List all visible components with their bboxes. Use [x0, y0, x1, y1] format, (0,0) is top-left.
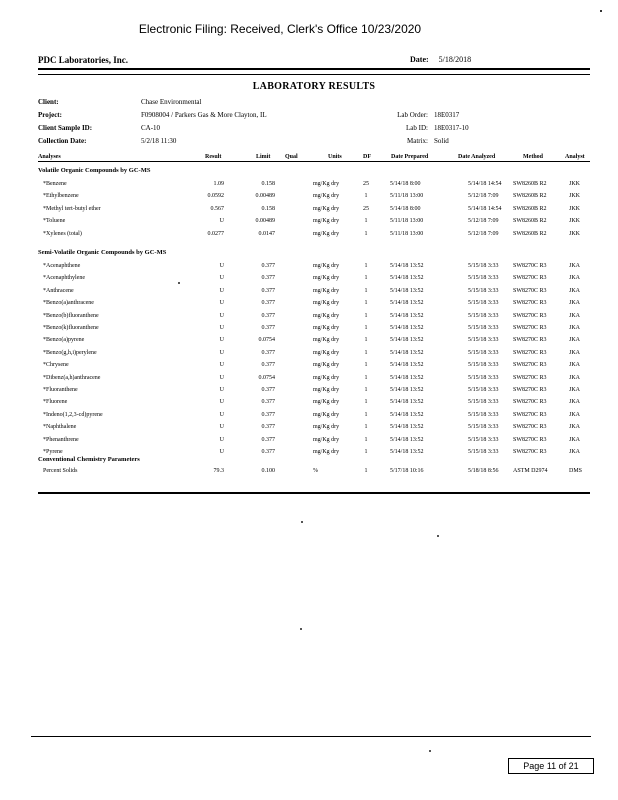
- table-row: [38, 313, 590, 324]
- date-analyzed-value: 5/15/18 3:33: [468, 300, 499, 307]
- date-analyzed-value: 5/15/18 3:33: [468, 374, 499, 381]
- limit-value: 0.00489: [255, 218, 275, 225]
- analyte-name: *Acenaphthylene: [43, 275, 85, 282]
- date-prepared-value: 5/14/18 13:52: [390, 387, 424, 393]
- result-value: U: [219, 300, 224, 307]
- df-value: 1: [364, 374, 368, 381]
- result-value: U: [219, 399, 224, 406]
- header-rule-thin: [38, 74, 590, 75]
- method-value: SW8270C R3: [513, 337, 547, 344]
- scan-speck: [300, 628, 302, 630]
- date-prepared-value: 5/14/18 13:52: [390, 349, 424, 356]
- analyte-name: *Phenanthrene: [43, 436, 79, 443]
- method-value: SW8270C R3: [513, 387, 547, 393]
- section-title: Conventional Chemistry Parameters: [38, 456, 140, 463]
- table-row: [38, 387, 590, 398]
- date-analyzed-value: 5/15/18 3:33: [468, 362, 499, 369]
- analyte-name: Percent Solids: [43, 468, 78, 474]
- units-value: %: [313, 468, 318, 474]
- table-row: [38, 275, 590, 286]
- col-limit: Limit: [256, 154, 271, 160]
- df-value: 1: [364, 300, 368, 307]
- date-prepared-value: 5/14/18 13:52: [390, 449, 424, 455]
- analyte-name: *Pyrene: [43, 449, 63, 455]
- result-value: U: [219, 337, 224, 344]
- result-value: U: [219, 374, 224, 381]
- table-row: [38, 206, 590, 217]
- units-value: mg/Kg dry: [313, 205, 340, 212]
- units-value: mg/Kg dry: [313, 263, 340, 269]
- scan-speck: [437, 535, 439, 537]
- date-analyzed-value: 5/15/18 3:33: [468, 312, 499, 319]
- method-value: SW8260B R2: [513, 205, 547, 212]
- result-value: U: [219, 449, 224, 455]
- analyte-name: *Naphthalene: [43, 424, 77, 431]
- table-row: [38, 263, 590, 274]
- df-value: 1: [364, 362, 368, 369]
- col-df: DF: [363, 154, 371, 160]
- result-value: 0.567: [210, 205, 224, 212]
- units-value: mg/Kg dry: [313, 387, 340, 393]
- method-value: SW8270C R3: [513, 275, 547, 282]
- date-prepared-value: 5/14/18 8:00: [390, 205, 421, 212]
- collection-date-value: 5/2/18 11:30: [141, 137, 177, 145]
- date-analyzed-value: 5/15/18 3:33: [468, 387, 499, 393]
- date-label: Date:: [410, 55, 429, 64]
- result-value: 0.0277: [207, 230, 224, 237]
- units-value: mg/Kg dry: [313, 436, 340, 443]
- col-method: Method: [523, 154, 543, 160]
- limit-value: 0.377: [261, 263, 275, 269]
- analyst-value: JKK: [569, 181, 581, 187]
- table-row: [38, 399, 590, 410]
- table-row: [38, 231, 590, 242]
- df-value: 1: [364, 230, 368, 237]
- date-analyzed-value: 5/15/18 3:33: [468, 436, 499, 443]
- limit-value: 0.377: [261, 325, 275, 331]
- analyst-value: JKA: [569, 300, 581, 307]
- units-value: mg/Kg dry: [313, 337, 340, 344]
- analyst-value: JKA: [569, 275, 581, 282]
- col-date-analyzed: Date Analyzed: [458, 154, 496, 160]
- df-value: 25: [363, 205, 369, 212]
- table-row: [38, 375, 590, 386]
- analyst-value: JKA: [569, 449, 581, 455]
- project-value: F0908004 / Parkers Gas & More Clayton, IL: [141, 111, 267, 119]
- method-value: SW8270C R3: [513, 263, 547, 269]
- units-value: mg/Kg dry: [313, 275, 340, 282]
- date-analyzed-value: 5/15/18 3:33: [468, 399, 499, 406]
- df-value: 1: [364, 193, 368, 200]
- filing-header: Electronic Filing: Received, Clerk's Office 10/23/2020: [138, 22, 422, 36]
- matrix-label: Matrix:: [407, 137, 428, 145]
- analyte-name: *Benzo(k)fluoranthene: [43, 325, 99, 331]
- df-value: 1: [364, 287, 368, 294]
- date-prepared-value: 5/14/18 13:52: [390, 300, 424, 307]
- result-value: U: [219, 263, 224, 269]
- footer-rule: [38, 492, 590, 494]
- result-value: U: [219, 349, 224, 356]
- date-analyzed-value: 5/12/18 7:09: [468, 193, 499, 200]
- page-indicator: Page 11 of 21: [508, 758, 594, 774]
- limit-value: 0.377: [261, 399, 275, 406]
- col-units: Units: [328, 154, 342, 160]
- date-analyzed-value: 5/18/18 8:56: [468, 468, 499, 474]
- analyst-value: JKK: [569, 218, 581, 225]
- df-value: 1: [364, 275, 368, 282]
- units-value: mg/Kg dry: [313, 449, 340, 455]
- limit-value: 0.377: [261, 411, 275, 418]
- col-qual: Qual: [285, 154, 298, 160]
- scan-speck: [429, 750, 431, 752]
- analyst-value: JKA: [569, 424, 581, 431]
- df-value: 1: [364, 436, 368, 443]
- analyte-name: *Chrysene: [43, 362, 69, 369]
- date-prepared-value: 5/14/18 13:52: [390, 263, 424, 269]
- units-value: mg/Kg dry: [313, 181, 340, 187]
- units-value: mg/Kg dry: [313, 218, 340, 225]
- limit-value: 0.158: [261, 181, 275, 187]
- date-analyzed-value: 5/14/18 14:54: [468, 181, 502, 187]
- method-value: SW8270C R3: [513, 436, 547, 443]
- col-analyses: Analyses: [38, 154, 61, 160]
- date-prepared-value: 5/11/18 13:00: [390, 218, 424, 225]
- date-prepared-value: 5/14/18 13:52: [390, 287, 424, 294]
- col-result: Result: [205, 154, 222, 160]
- units-value: mg/Kg dry: [313, 411, 340, 418]
- limit-value: 0.377: [261, 436, 275, 443]
- analyte-name: *Acenaphthene: [43, 263, 81, 269]
- units-value: mg/Kg dry: [313, 287, 340, 294]
- sample-info-right: [378, 109, 469, 148]
- date-prepared-value: 5/14/18 13:52: [390, 411, 424, 418]
- analyst-value: JKA: [569, 312, 581, 319]
- df-value: 1: [364, 349, 368, 356]
- lab-report: [38, 50, 590, 495]
- analyte-name: *Methyl tert-butyl ether: [43, 205, 101, 212]
- header-rule-thick: [38, 68, 590, 70]
- result-value: U: [219, 362, 224, 369]
- client-label: Client:: [38, 98, 59, 106]
- units-value: mg/Kg dry: [313, 349, 340, 356]
- report-title: LABORATORY RESULTS: [252, 81, 376, 92]
- result-value: U: [219, 424, 224, 431]
- result-value: U: [219, 436, 224, 443]
- date-analyzed-value: 5/12/18 7:09: [468, 218, 499, 225]
- date-value: 5/18/2018: [438, 55, 472, 64]
- table-row: [38, 181, 590, 192]
- analyte-name: *Indeno(1,2,3-cd)pyrene: [43, 411, 103, 418]
- table-row: [38, 424, 590, 435]
- df-value: 1: [364, 399, 368, 406]
- limit-value: 0.0754: [258, 374, 275, 381]
- units-value: mg/Kg dry: [313, 230, 340, 237]
- client-value: Chase Environmental: [141, 98, 202, 106]
- method-value: SW8270C R3: [513, 374, 547, 381]
- table-row: [38, 300, 590, 311]
- matrix-value: Solid: [434, 137, 449, 145]
- table-row: [38, 193, 590, 204]
- method-value: SW8270C R3: [513, 287, 547, 294]
- analyst-value: JKK: [569, 230, 581, 237]
- analyst-value: JKA: [569, 337, 581, 344]
- result-value: U: [219, 325, 224, 331]
- date-prepared-value: 5/14/18 13:52: [390, 424, 424, 431]
- sample-info-left: [38, 96, 267, 148]
- df-value: 1: [364, 424, 368, 431]
- method-value: SW8260B R2: [513, 230, 547, 237]
- limit-value: 0.377: [261, 300, 275, 307]
- sample-id-value: CA-10: [141, 124, 161, 132]
- date-analyzed-value: 5/15/18 3:33: [468, 424, 499, 431]
- limit-value: 0.0147: [258, 230, 275, 237]
- sample-id-label: Client Sample ID:: [38, 124, 93, 132]
- df-value: 1: [364, 218, 368, 225]
- analyte-name: *Ethylbenzene: [43, 193, 79, 200]
- analyst-value: JKA: [569, 399, 581, 406]
- date-prepared-value: 5/14/18 8:00: [390, 181, 421, 187]
- limit-value: 0.377: [261, 387, 275, 393]
- date-analyzed-value: 5/15/18 3:33: [468, 449, 499, 455]
- df-value: 1: [364, 387, 368, 393]
- result-value: 1.09: [213, 181, 224, 187]
- analyte-name: *Xylenes (total): [43, 230, 82, 237]
- limit-value: 0.377: [261, 362, 275, 369]
- date-prepared-value: 5/14/18 13:52: [390, 337, 424, 344]
- limit-value: 0.377: [261, 312, 275, 319]
- df-value: 1: [364, 337, 368, 344]
- table-row: [38, 437, 590, 448]
- analyst-value: JKK: [569, 205, 581, 212]
- date-analyzed-value: 5/14/18 14:54: [468, 205, 502, 212]
- date-analyzed-value: 5/15/18 3:33: [468, 325, 499, 331]
- method-value: SW8260B R2: [513, 181, 547, 187]
- method-value: SW8270C R3: [513, 411, 547, 418]
- page-bottom-rule: [31, 736, 591, 737]
- date-prepared-value: 5/14/18 13:52: [390, 436, 424, 443]
- scan-speck: [600, 10, 602, 12]
- result-value: U: [219, 411, 224, 418]
- analyst-value: JKA: [569, 387, 581, 393]
- date-prepared-value: 5/14/18 13:52: [390, 325, 424, 331]
- analyst-value: JKA: [569, 436, 581, 443]
- analyte-name: *Benzene: [43, 181, 67, 187]
- table-row: [38, 468, 590, 479]
- result-value: U: [219, 218, 224, 225]
- df-value: 1: [364, 325, 368, 331]
- date-prepared-value: 5/11/18 13:00: [390, 193, 424, 200]
- analyst-value: JKA: [569, 362, 581, 369]
- result-value: 79.3: [213, 468, 224, 474]
- method-value: SW8260B R2: [513, 218, 547, 225]
- method-value: SW8270C R3: [513, 362, 547, 369]
- analyte-name: *Benzo(a)anthracene: [43, 300, 94, 307]
- scan-speck: [301, 521, 303, 523]
- collection-date-label: Collection Date:: [38, 137, 87, 145]
- lab-id-label: Lab ID:: [406, 124, 428, 132]
- scan-speck: [178, 282, 180, 284]
- limit-value: 0.377: [261, 287, 275, 294]
- date-analyzed-value: 5/15/18 3:33: [468, 337, 499, 344]
- date-analyzed-value: 5/15/18 3:33: [468, 411, 499, 418]
- company-name: PDC Laboratories, Inc.: [38, 55, 128, 65]
- date-prepared-value: 5/14/18 13:52: [390, 374, 424, 381]
- result-value: U: [219, 287, 224, 294]
- analyte-name: *Benzo(a)pyrene: [43, 337, 85, 344]
- df-value: 1: [364, 449, 368, 455]
- table-row: [38, 350, 590, 361]
- date-analyzed-value: 5/12/18 7:09: [468, 230, 499, 237]
- limit-value: 0.0754: [258, 337, 275, 344]
- limit-value: 0.377: [261, 349, 275, 356]
- units-value: mg/Kg dry: [313, 399, 340, 406]
- analyst-value: DMS: [569, 468, 583, 474]
- table-row: [38, 337, 590, 348]
- analyst-value: JKA: [569, 325, 581, 331]
- analyte-name: *Toluene: [43, 218, 66, 225]
- result-value: U: [219, 275, 224, 282]
- table-row: [38, 362, 590, 373]
- date-prepared-value: 5/14/18 13:52: [390, 275, 424, 282]
- limit-value: 0.377: [261, 449, 275, 455]
- date-prepared-value: 5/14/18 13:52: [390, 312, 424, 319]
- table-row: [38, 288, 590, 299]
- limit-value: 0.158: [261, 205, 275, 212]
- analyst-value: JKK: [569, 193, 581, 200]
- method-value: SW8270C R3: [513, 349, 547, 356]
- date-prepared-value: 5/17/18 10:16: [390, 468, 424, 474]
- df-value: 25: [363, 181, 369, 187]
- df-value: 1: [364, 263, 368, 269]
- col-date-prepared: Date Prepared: [391, 154, 429, 160]
- date-analyzed-value: 5/15/18 3:33: [468, 349, 499, 356]
- column-header-rule: [38, 161, 590, 162]
- method-value: SW8270C R3: [513, 325, 547, 331]
- units-value: mg/Kg dry: [313, 312, 340, 319]
- analyst-value: JKA: [569, 263, 581, 269]
- method-value: SW8270C R3: [513, 399, 547, 406]
- result-value: U: [219, 312, 224, 319]
- limit-value: 0.00489: [255, 193, 275, 200]
- lab-order-label: Lab Order:: [397, 111, 428, 119]
- analyst-value: JKA: [569, 287, 581, 294]
- limit-value: 0.100: [261, 468, 275, 474]
- section-title: Volatile Organic Compounds by GC-MS: [38, 167, 151, 174]
- section-title: Semi-Volatile Organic Compounds by GC-MS: [38, 249, 167, 256]
- units-value: mg/Kg dry: [313, 300, 340, 307]
- project-label: Project:: [38, 111, 62, 119]
- method-value: SW8260B R2: [513, 193, 547, 200]
- date-prepared-value: 5/11/18 13:00: [390, 230, 424, 237]
- lab-order-value: 18E0317: [434, 111, 460, 119]
- table-row: [38, 325, 590, 336]
- analyst-value: JKA: [569, 411, 581, 418]
- units-value: mg/Kg dry: [313, 325, 340, 331]
- date-analyzed-value: 5/15/18 3:33: [468, 263, 499, 269]
- limit-value: 0.377: [261, 424, 275, 431]
- date-analyzed-value: 5/15/18 3:33: [468, 287, 499, 294]
- col-analyst: Analyst: [565, 154, 585, 160]
- table-row: [38, 412, 590, 423]
- analyte-name: *Anthracene: [43, 287, 74, 294]
- method-value: SW8270C R3: [513, 300, 547, 307]
- date-prepared-value: 5/14/18 13:52: [390, 399, 424, 406]
- df-value: 1: [364, 411, 368, 418]
- report-date: [410, 55, 471, 64]
- units-value: mg/Kg dry: [313, 374, 340, 381]
- units-value: mg/Kg dry: [313, 362, 340, 369]
- result-value: U: [219, 387, 224, 393]
- limit-value: 0.377: [261, 275, 275, 282]
- result-value: 0.0592: [207, 193, 224, 200]
- method-value: SW8270C R3: [513, 312, 547, 319]
- table-row: [38, 218, 590, 229]
- analyst-value: JKA: [569, 374, 581, 381]
- df-value: 1: [364, 312, 368, 319]
- method-value: SW8270C R3: [513, 424, 547, 431]
- method-value: SW8270C R3: [513, 449, 547, 455]
- analyte-name: *Fluoranthene: [43, 387, 78, 393]
- units-value: mg/Kg dry: [313, 193, 340, 200]
- analyte-name: *Benzo(g,h,i)perylene: [43, 349, 97, 356]
- date-analyzed-value: 5/15/18 3:33: [468, 275, 499, 282]
- analyte-name: *Benzo(b)fluoranthene: [43, 312, 99, 319]
- analyte-name: *Fluorene: [43, 399, 68, 406]
- method-value: ASTM D2974: [513, 468, 548, 474]
- df-value: 1: [364, 468, 368, 474]
- lab-id-value: 18E0317-10: [434, 124, 469, 132]
- analyte-name: *Dibenz(a,h)anthracene: [43, 374, 101, 381]
- units-value: mg/Kg dry: [313, 424, 340, 431]
- analyst-value: JKA: [569, 349, 581, 356]
- date-prepared-value: 5/14/18 13:52: [390, 362, 424, 369]
